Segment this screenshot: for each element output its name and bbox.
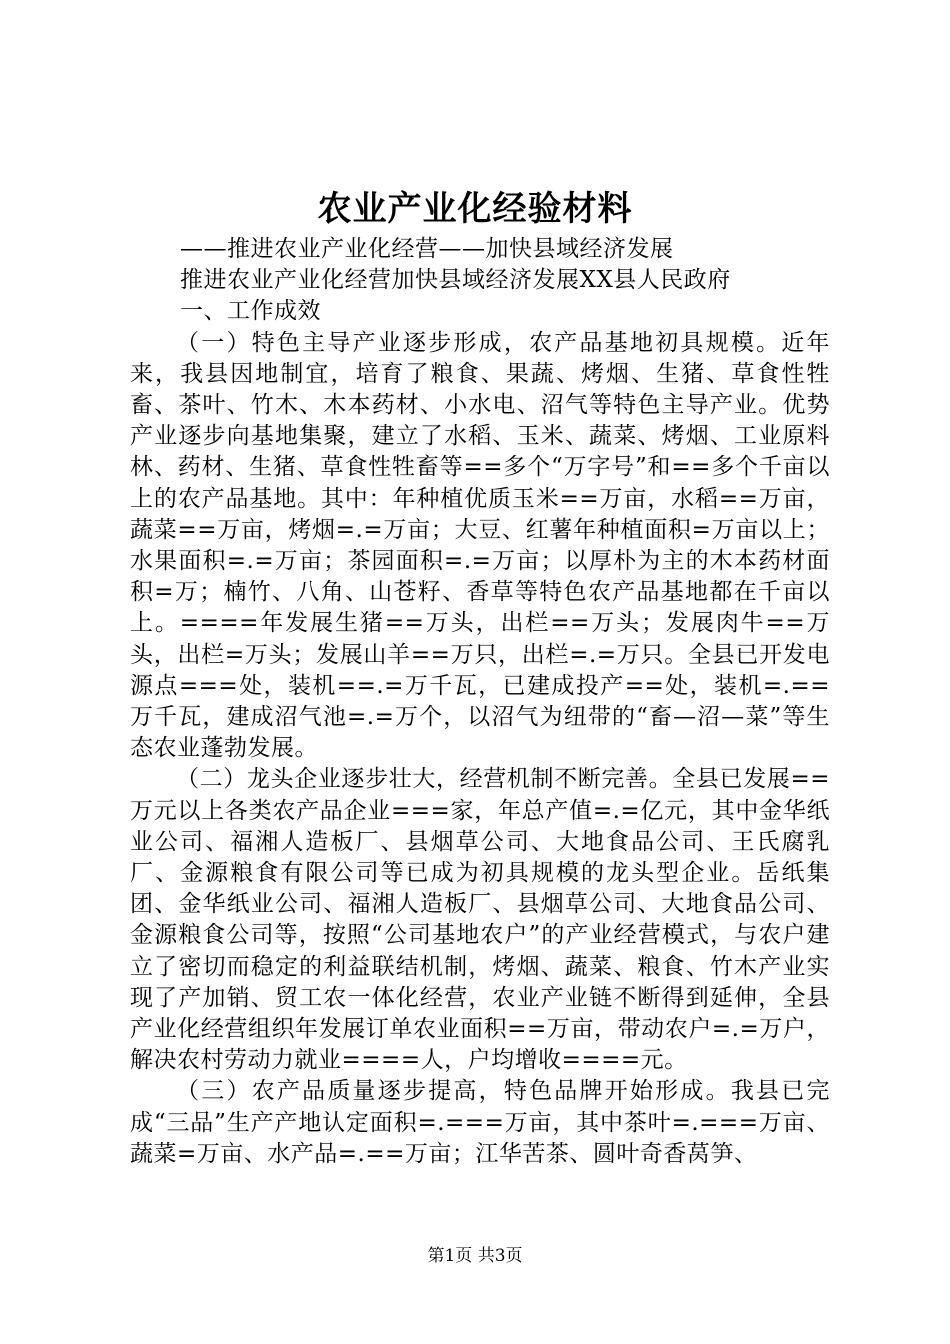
page-footer: 第1页 共3页 xyxy=(427,1246,523,1266)
document-body xyxy=(130,234,830,1170)
paragraph-1: （一）特色主导产业逐步形成，农产品基地初具规模。近年来，我县因地制宜，培育了粮食、果蔬、烤烟、生猪、草食性牲畜、茶叶、竹木、木本药材、小水电、沼气等特色主导产业。优势产业逐步向基地集聚，建立了水稻、玉米、蔬菜、烤烟、工业原料林、药材、生猪、草食性牲畜等==多个“万字号”和==多个千亩以上的农产品基地。其中：年种植优质玉米==万亩，水稻==万亩，蔬菜==万亩，烤烟=.=万亩；大豆、红薯年种植面积=万亩以上；水果面积=.=万亩；茶园面积=.=万亩；以厚朴为主的木本药材面积=万；楠竹、八角、山苍籽、香草等特色农产品基地都在千亩以上。====年发展生猪==万头，出栏==万头；发展肉牛==万头，出栏=万头；发展山羊==万只，出栏=.=万只。全县已开发电源点===处，装机==.=万千瓦，已建成投产==处，装机=.==万千瓦，建成沼气池=.=万个，以沼气为纽带的“畜—沼—菜”等生态农业蓬勃发展。 xyxy=(130,329,830,762)
paragraph-3: （三）农产品质量逐步提高，特色品牌开始形成。我县已完成“三品”生产产地认定面积=.===万亩，其中茶叶=.===万亩、蔬菜=万亩、水产品=.==万亩；江华苦茶、圆叶奇香莴笋、 xyxy=(130,1078,830,1167)
author-line: 推进农业产业化经营加快县域经济发展XX县人民政府 xyxy=(180,267,731,294)
document-title: 农业产业化经验材料 xyxy=(317,189,633,229)
paragraph-2: （二）龙头企业逐步壮大，经营机制不断完善。全县已发展==万元以上各类农产品企业===家，年总产值=.=亿元，其中金华纸业公司、福湘人造板厂、县烟草公司、大地食品公司、王氏腐乳厂、金源粮食有限公司等已成为初具规模的龙头型企业。岳纸集团、金华纸业公司、福湘人造板厂、县烟草公司、大地食品公司、金源粮食公司等，按照“公司基地农户”的产业经营模式，与农户建立了密切而稳定的利益联结机制，烤烟、蔬菜、粮食、竹木产业实现了产加销、贸工农一体化经营，农业产业链不断得到延伸，全县产业化经营组织年发展订单农业面积==万亩，带动农户=.=万户，解决农村劳动力就业====人，户均增收====元。 xyxy=(130,766,830,1074)
section-heading: 一、工作成效 xyxy=(180,298,321,325)
subtitle-line: ——推进农业产业化经营——加快县域经济发展 xyxy=(180,236,674,262)
